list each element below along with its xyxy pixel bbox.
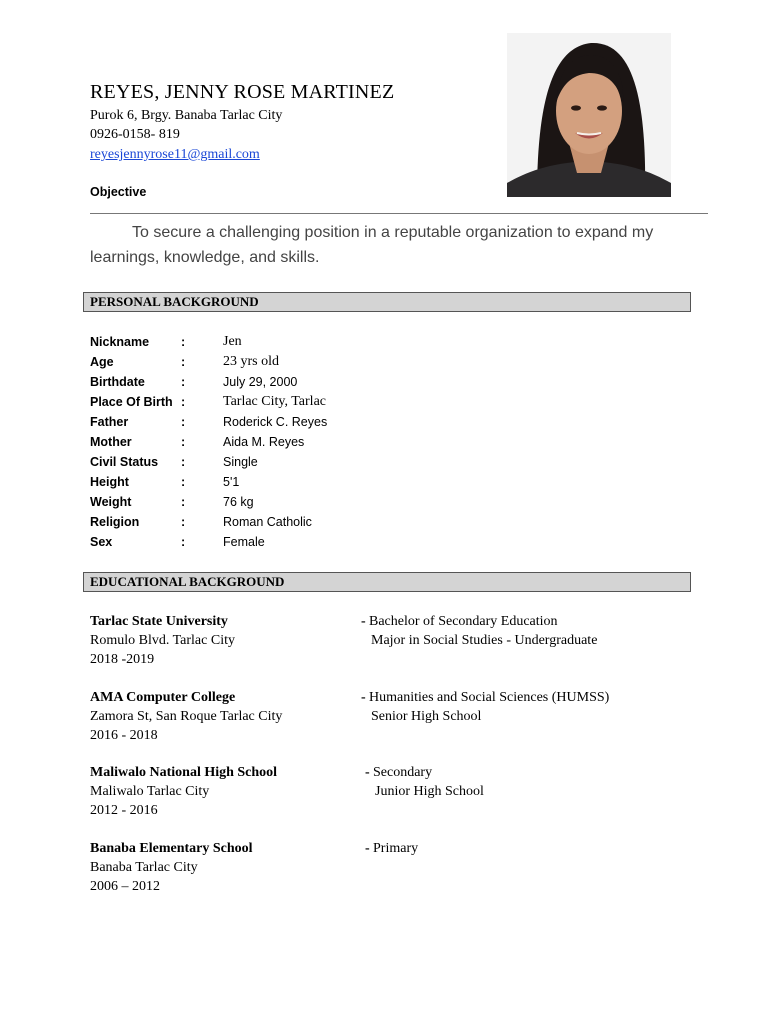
- personal-row-value: Single: [223, 455, 258, 469]
- school-location: Romulo Blvd. Tarlac City: [90, 633, 235, 648]
- personal-row-value: Roman Catholic: [223, 515, 312, 529]
- email-link[interactable]: reyesjennyrose11@gmail.com: [90, 147, 260, 162]
- personal-row-value: Jen: [223, 334, 242, 349]
- school-location: Banaba Tarlac City: [90, 860, 198, 875]
- program-detail: Major in Social Studies - Undergraduate: [371, 633, 598, 648]
- header-divider: [90, 213, 708, 214]
- school-name: Tarlac State University: [90, 614, 228, 629]
- personal-row-label: Place Of Birth: [90, 395, 173, 409]
- school-years: 2006 – 2012: [90, 879, 160, 894]
- personal-row-colon: :: [181, 515, 186, 529]
- personal-row-colon: :: [181, 375, 186, 389]
- program-name: Bachelor of Secondary Education: [369, 614, 558, 629]
- personal-row-label: Sex: [90, 535, 113, 549]
- personal-row-value: 23 yrs old: [223, 354, 279, 369]
- profile-photo: [507, 33, 671, 197]
- program-detail: Senior High School: [371, 709, 482, 724]
- personal-row-value: Aida M. Reyes: [223, 435, 305, 449]
- program-dash: -: [365, 765, 370, 780]
- school-years: 2016 - 2018: [90, 728, 158, 743]
- personal-row-label: Age: [90, 355, 114, 369]
- school-name: Banaba Elementary School: [90, 841, 253, 856]
- school-name: Maliwalo National High School: [90, 765, 278, 780]
- personal-row-label: Religion: [90, 515, 140, 529]
- personal-row-colon: :: [181, 355, 186, 369]
- personal-row-label: Father: [90, 415, 129, 429]
- objective-text: To secure a challenging position in a reputable organization to expand my learnings, knowledge, and skills.: [90, 224, 654, 266]
- program-dash: -: [365, 841, 370, 856]
- personal-row-value: Female: [223, 535, 265, 549]
- personal-row-colon: :: [181, 435, 186, 449]
- applicant-name: REYES, JENNY ROSE MARTINEZ: [90, 81, 395, 103]
- personal-row-colon: :: [181, 395, 186, 409]
- program-name: Primary: [373, 841, 419, 856]
- personal-row-label: Weight: [90, 495, 132, 509]
- personal-row-colon: :: [181, 535, 186, 549]
- educational-background-heading: EDUCATIONAL BACKGROUND: [83, 572, 691, 592]
- portrait-image: [507, 33, 671, 197]
- personal-row-colon: :: [181, 335, 186, 349]
- school-years: 2018 -2019: [90, 652, 155, 667]
- personal-row-label: Mother: [90, 435, 132, 449]
- personal-row-value: 5'1: [223, 475, 240, 489]
- address: Purok 6, Brgy. Banaba Tarlac City: [90, 108, 283, 123]
- phone-number: 0926-0158- 819: [90, 127, 180, 142]
- program-dash: -: [361, 690, 366, 705]
- personal-row-colon: :: [181, 415, 186, 429]
- objective-label: Objective: [90, 185, 147, 199]
- school-location: Maliwalo Tarlac City: [90, 784, 210, 799]
- program-name: Secondary: [373, 765, 433, 780]
- school-location: Zamora St, San Roque Tarlac City: [90, 709, 283, 724]
- personal-row-label: Birthdate: [90, 375, 145, 389]
- personal-row-value: Roderick C. Reyes: [223, 415, 328, 429]
- school-name: AMA Computer College: [90, 690, 236, 705]
- personal-row-colon: :: [181, 455, 186, 469]
- personal-row-colon: :: [181, 495, 186, 509]
- program-dash: -: [361, 614, 366, 629]
- personal-row-colon: :: [181, 475, 186, 489]
- personal-row-value: July 29, 2000: [223, 375, 298, 389]
- program-name: Humanities and Social Sciences (HUMSS): [369, 690, 610, 705]
- personal-row-value: 76 kg: [223, 495, 254, 509]
- personal-row-label: Civil Status: [90, 455, 159, 469]
- personal-row-label: Nickname: [90, 335, 150, 349]
- personal-row-value: Tarlac City, Tarlac: [223, 394, 326, 409]
- program-detail: Junior High School: [375, 784, 484, 799]
- personal-row-label: Height: [90, 475, 129, 489]
- personal-background-heading: PERSONAL BACKGROUND: [83, 292, 691, 312]
- school-years: 2012 - 2016: [90, 803, 158, 818]
